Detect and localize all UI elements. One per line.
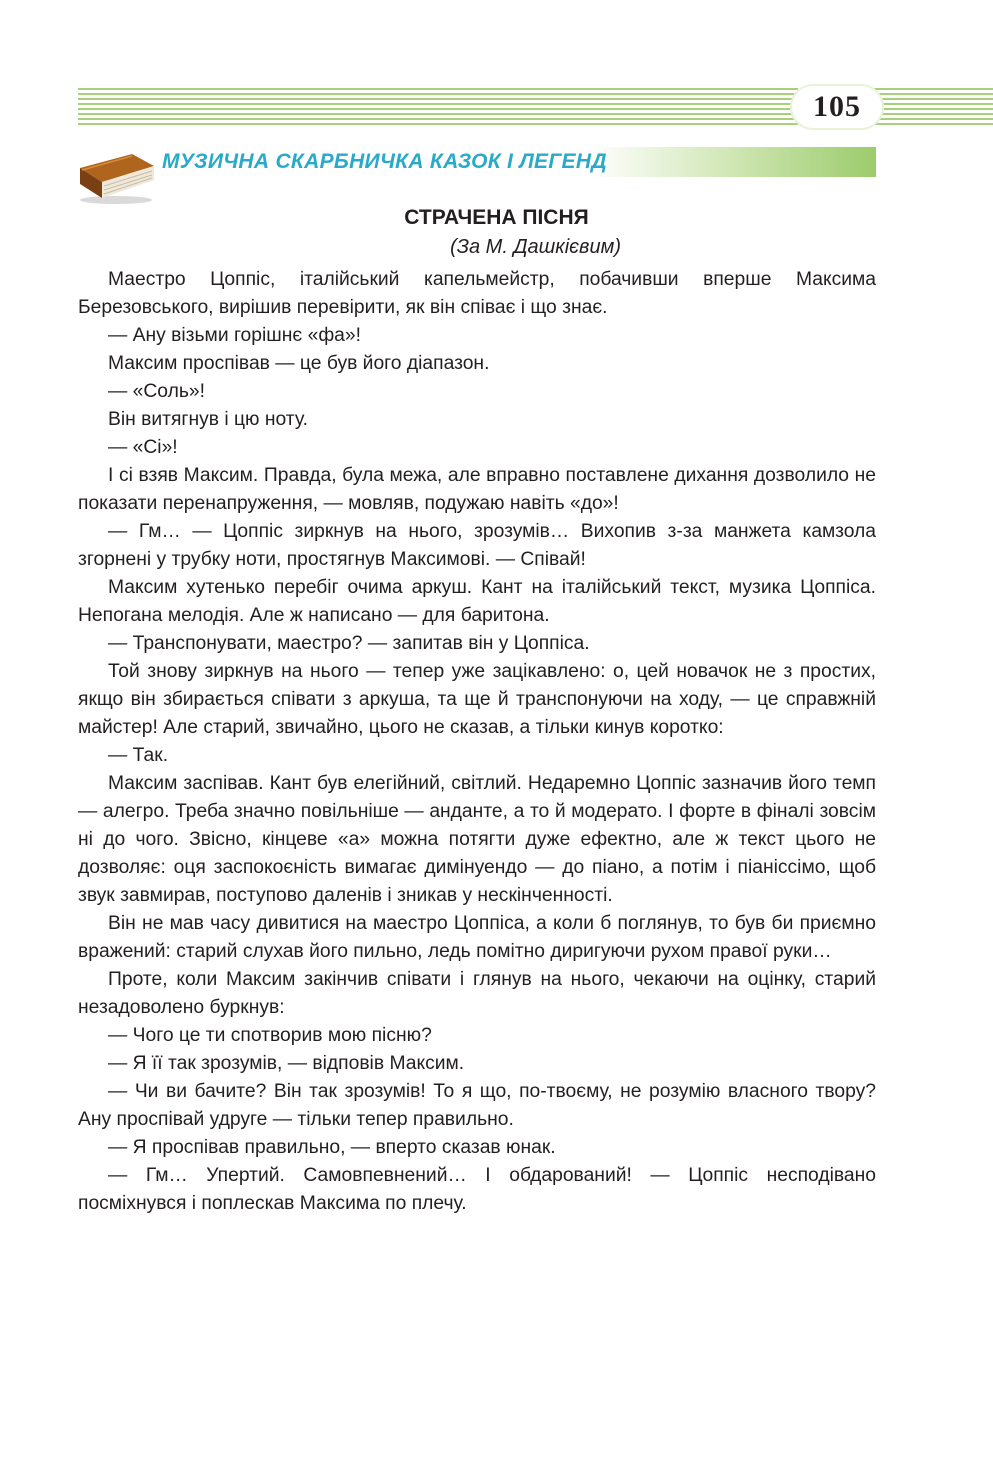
header-decor-stripes-right: [870, 88, 993, 126]
page-number-badge: [792, 86, 882, 128]
section-title: МУЗИЧНА СКАРБНИЧКА КАЗОК І ЛЕГЕНД: [162, 150, 607, 173]
paragraph: Він витягнув і цю ноту.: [108, 409, 308, 430]
paragraph: — Чи ви бачите? Він так зрозумів! То я що, по-твоєму, не розумію власного твору? Ану проспівай удруге — тільки тепер правильно.: [78, 1081, 876, 1130]
story-subtitle: [0, 236, 953, 259]
paragraph: Максим заспівав. Кант був елегійний, світлий. Недаремно Цоппіс зазначив його темп — алегро. Треба значно повільніше — анданте, а то й модерато. І форте в фіналі зовсім ні до чого. Звісно, кінцеве «а» можна потягти дуже ефектно, але ж текст цього не дозволяє: оця заспокоєність вимагає димінуендо — до піано, а потім і піаніссімо, щоб звук завмирав, поступово даленів і зникав у нескінченності.: [78, 773, 876, 906]
story-title: СТРАЧЕНА ПІСНЯ: [404, 206, 589, 229]
paragraph: — «Сі»!: [108, 437, 178, 458]
paragraph: — Я її так зрозумів, — відповів Максим.: [108, 1053, 465, 1074]
paragraph: — Я проспівав правильно, — вперто сказав юнак.: [108, 1137, 556, 1158]
paragraph: Маестро Цоппіс, італійський капельмейстр, побачивши вперше Максима Березовського, вирішив перевірити, як він співає і що знає.: [78, 269, 876, 318]
paragraph: — «Соль»!: [108, 381, 205, 402]
paragraph: Максим хутенько перебіг очима аркуш. Кант на італійський текст, музика Цоппіса. Непогана мелодія. Але ж написано — для баритона.: [78, 577, 876, 626]
paragraph: — Ану візьми горішнє «фа»!: [108, 325, 361, 346]
paragraph: — Чого це ти спотворив мою пісню?: [108, 1025, 432, 1046]
paragraph: — Гм… — Цоппіс зиркнув на нього, зрозумів… Вихопив з-за манжета камзола згорнені у трубку ноти, простягнув Максимові. — Співай!: [78, 521, 876, 570]
paragraph: Максим проспівав — це був його діапазон.: [108, 353, 490, 374]
paragraph: Той знову зиркнув на нього — тепер уже зацікавлено: о, цей новачок не з простих, якщо він збирається співати з аркуша, та ще й транспонуючи на ходу, — це справжній майстер! Але старий, звичайно, цього не сказав, а тільки кинув коротко:: [78, 661, 876, 738]
paragraph: — Так.: [108, 745, 169, 766]
page-number: 105: [813, 90, 861, 123]
paragraph: — Транспонувати, маестро? — запитав він у Цоппіса.: [108, 633, 590, 654]
paragraph: Він не мав часу дивитися на маестро Цоппіса, а коли б поглянув, то був би приємно вражений: старий слухав його пильно, ледь помітно диригуючи рухом правої руки…: [78, 913, 876, 962]
paragraph: Проте, коли Максим закінчив співати і глянув на нього, чекаючи на оцінку, старий незадоволено буркнув:: [78, 969, 876, 1018]
header-decor-stripes: [78, 88, 798, 126]
paragraph: — Гм… Упертий. Самовпевнений… І обдарований! — Цоппіс несподівано посміхнувся і поплескав Максима по плечу.: [78, 1165, 876, 1214]
story-body: [78, 266, 876, 1218]
story-author-attribution: (За М. Дашкієвим): [450, 236, 621, 258]
paragraph: І сі взяв Максим. Правда, була межа, але вправно поставлене дихання дозволило не показати перенапруження, — мовляв, подужаю навіть «до»!: [78, 465, 876, 514]
book-icon: [74, 146, 158, 206]
